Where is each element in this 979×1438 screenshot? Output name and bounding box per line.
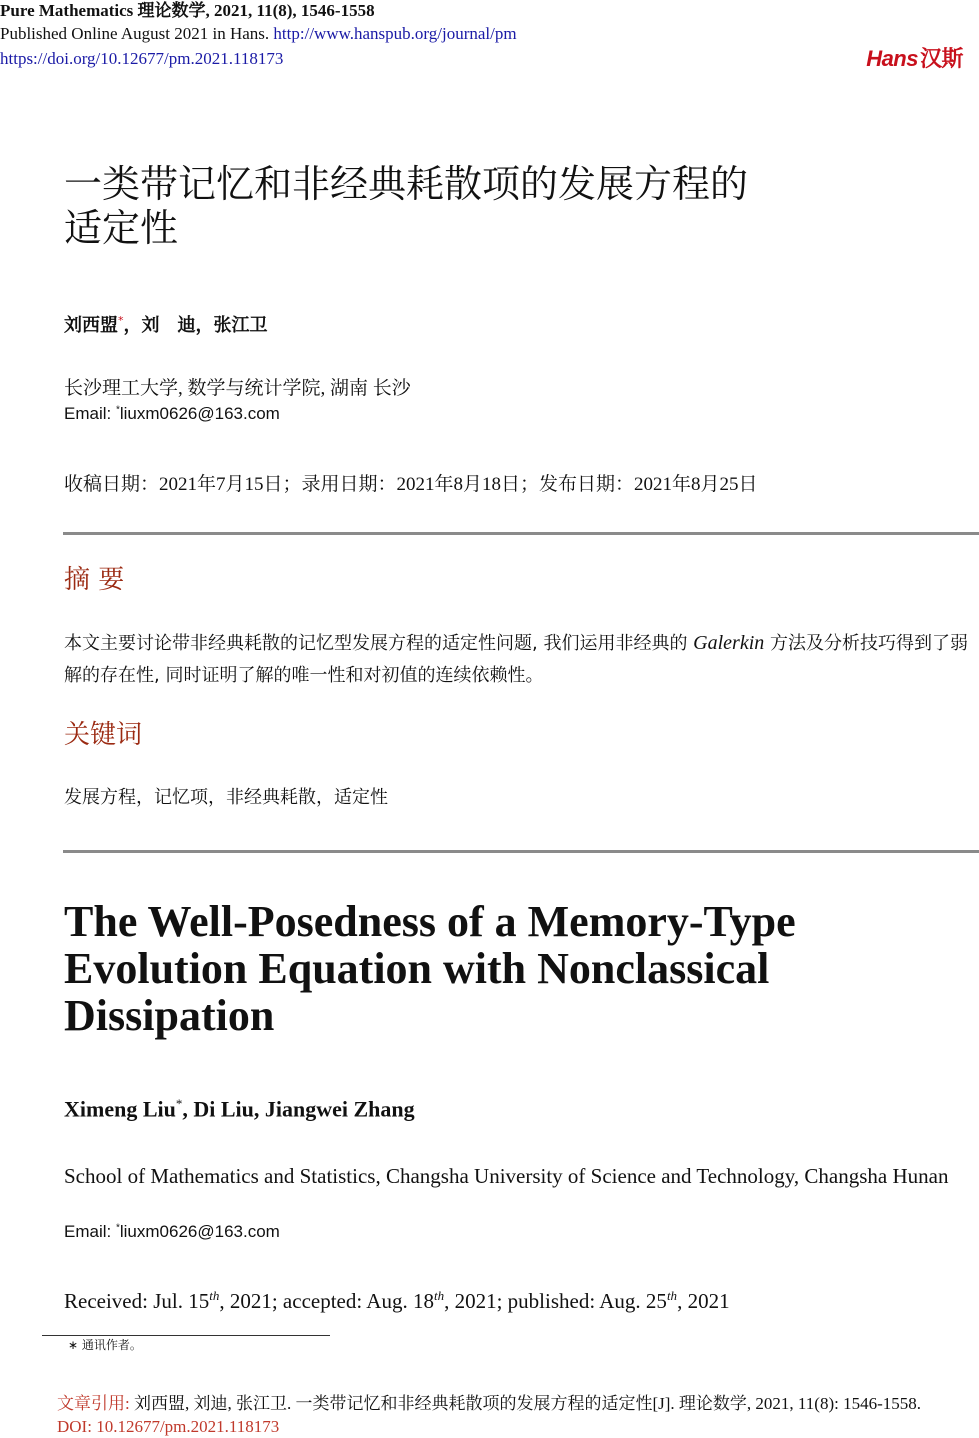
abstract-part1: 本文主要讨论带非经典耗散的记忆型发展方程的适定性问题, 我们运用非经典的 <box>64 633 694 654</box>
cn-dates: 收稿日期：2021年7月15日；录用日期：2021年8月18日；发布日期：2021年8月25日 <box>64 474 758 495</box>
cn-title-line1: 一类带记忆和非经典耗散项的发展方程的 <box>64 162 749 206</box>
citation-label: 文章引用: <box>57 1394 130 1413</box>
cn-authors <box>64 311 268 337</box>
accepted-date: , 2021; accepted: Aug. 18 <box>219 1289 434 1313</box>
received-date: Received: Jul. 15 <box>64 1289 210 1313</box>
keywords-list: 发展方程，记忆项，非经典耗散，适定性 <box>64 787 388 808</box>
cn-email-label: Email: <box>64 404 116 423</box>
en-title-line1: The Well-Posedness of a Memory-Type <box>64 897 796 946</box>
published-date: , 2021; published: Aug. 25 <box>444 1289 667 1313</box>
abstract-heading: 摘 要 <box>64 565 125 595</box>
abstract-part2: 方法及分析技巧得到了弱解的存在性, 同时证明了解的唯一性和对初值的连续依赖性。 <box>64 633 968 686</box>
cn-author-first: 刘西盟 <box>64 315 118 336</box>
top-divider <box>63 532 979 535</box>
published-sup: th <box>666 1288 678 1303</box>
abstract-galerkin: Galerkin <box>693 632 765 654</box>
published-year: , 2021 <box>677 1289 730 1313</box>
en-affiliation: School of Mathematics and Statistics, Changsha University of Science and Technology, Changsha Hunan <box>64 1164 949 1188</box>
en-title-line3: Dissipation <box>64 991 275 1040</box>
en-authors-rest: , Di Liu, Jiangwei Zhang <box>182 1096 415 1122</box>
citation-text: 刘西盟, 刘迪, 张江卫. 一类带记忆和非经典耗散项的发展方程的适定性[J]. 理论数学, 2021, 11(8): 1546-1558. <box>129 1394 921 1413</box>
footnote <box>68 1336 142 1353</box>
cn-author-mark: * <box>118 314 124 327</box>
en-email-mark: * <box>115 1222 120 1234</box>
en-title <box>64 898 964 1039</box>
cn-affiliation: 长沙理工大学, 数学与统计学院, 湖南 长沙 <box>64 378 411 399</box>
en-author-mark: * <box>175 1096 183 1111</box>
footnote-mark: ∗ <box>68 1338 79 1352</box>
cn-email-mark: * <box>115 404 120 416</box>
citation <box>57 1392 957 1438</box>
abstract-body <box>64 627 969 692</box>
en-dates <box>64 1288 730 1314</box>
en-email-address[interactable]: liuxm0626@163.com <box>119 1222 280 1241</box>
en-authors <box>64 1096 415 1122</box>
middle-divider <box>63 850 979 853</box>
footnote-text: 通讯作者。 <box>81 1338 142 1352</box>
cn-title <box>64 162 924 250</box>
published-line <box>0 23 517 45</box>
accepted-sup: th <box>433 1288 445 1303</box>
cn-email-address[interactable]: liuxm0626@163.com <box>119 404 280 423</box>
journal-url-link[interactable]: http://www.hanspub.org/journal/pm <box>273 24 517 43</box>
logo-latin: Hans <box>866 46 918 71</box>
received-sup: th <box>209 1288 220 1303</box>
cn-authors-rest: ，刘 迪，张江卫 <box>123 315 268 336</box>
cn-email <box>64 404 280 424</box>
en-email-label: Email: <box>64 1222 116 1241</box>
en-title-line2: Evolution Equation with Nonclassical <box>64 944 770 993</box>
en-author-first: Ximeng Liu <box>64 1096 176 1122</box>
journal-line: Pure Mathematics 理论数学, 2021, 11(8), 1546-1558 <box>0 1 375 20</box>
doi-url-link[interactable]: https://doi.org/10.12677/pm.2021.118173 <box>0 49 284 68</box>
keywords-heading: 关键词 <box>64 720 143 750</box>
citation-doi-link[interactable]: DOI: 10.12677/pm.2021.118173 <box>57 1417 280 1436</box>
logo-cn: 汉斯 <box>919 46 963 71</box>
en-email <box>64 1222 280 1242</box>
hans-logo <box>866 42 963 73</box>
published-prefix: Published Online August 2021 in Hans. <box>0 24 270 43</box>
cn-title-line2: 适定性 <box>64 206 179 250</box>
